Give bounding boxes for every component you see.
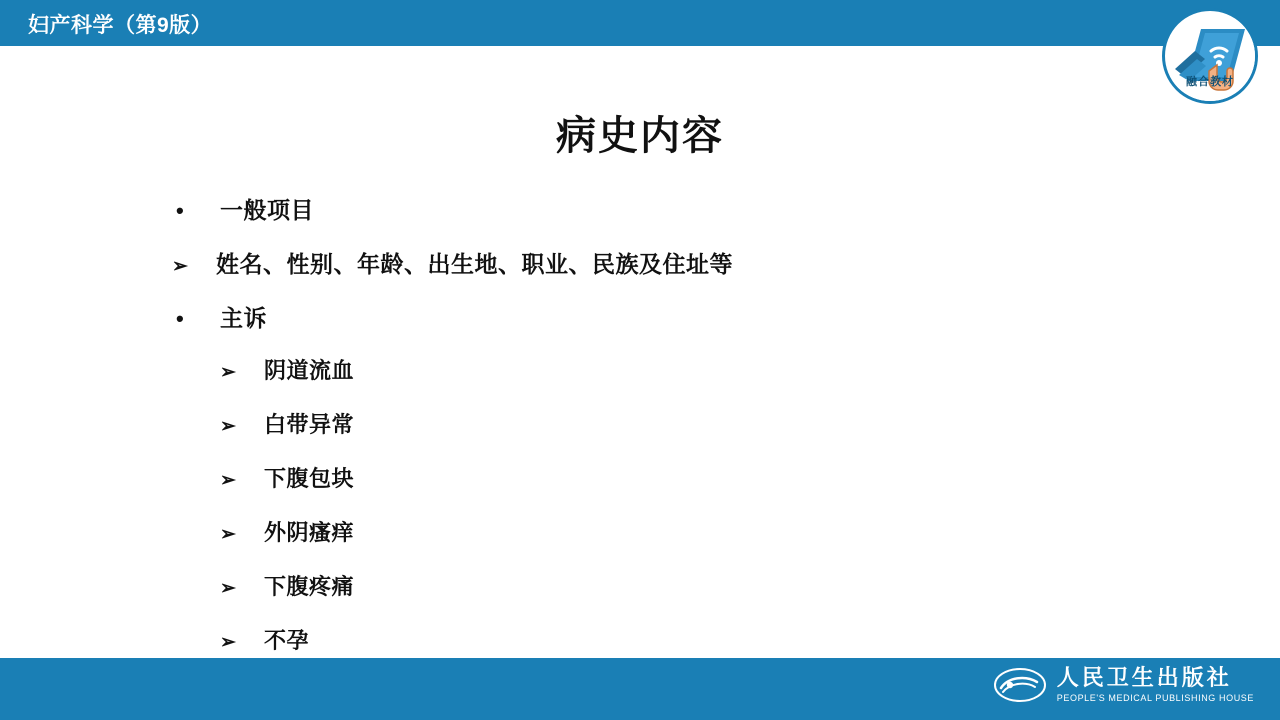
list-item <box>170 462 1110 510</box>
list-item <box>170 192 1110 240</box>
list-item-label: 不孕 <box>264 628 310 653</box>
list-item <box>170 516 1110 564</box>
list-item-label: 外阴瘙痒 <box>264 520 355 545</box>
bullet-arrow-icon: ➢ <box>220 416 236 437</box>
book-title: 妇产科学（第9版） <box>28 14 213 37</box>
publisher-name-cn: 人民卫生出版社 <box>1056 665 1232 691</box>
bullet-arrow-icon: ➢ <box>220 470 236 491</box>
publisher-name-en: PEOPLE'S MEDICAL PUBLISHING HOUSE <box>1056 692 1254 703</box>
publisher-names <box>1057 666 1254 703</box>
slide-header-bar <box>0 0 1280 46</box>
bullet-arrow-icon: ➢ <box>220 362 236 383</box>
list-item <box>170 408 1110 456</box>
integrated-textbook-badge <box>1162 8 1258 104</box>
slide-footer-bar <box>0 658 1280 720</box>
publisher-logo-group <box>993 666 1254 704</box>
bullet-arrow-icon: ➢ <box>220 632 236 653</box>
content-list <box>170 192 1110 678</box>
list-item-label: 阴道流血 <box>264 358 355 383</box>
list-item <box>170 570 1110 618</box>
bullet-arrow-icon: ➢ <box>220 578 236 599</box>
bullet-arrow-icon: ➢ <box>220 524 236 545</box>
list-item-label: 下腹疼痛 <box>264 574 355 599</box>
list-item-label: 主诉 <box>220 305 267 331</box>
list-item-label: 姓名、性别、年龄、出生地、职业、民族及住址等 <box>216 251 733 277</box>
bullet-dot-icon: • <box>176 306 184 331</box>
list-item <box>170 354 1110 402</box>
list-item-label: 下腹包块 <box>264 466 355 491</box>
bullet-arrow-icon: ➢ <box>172 256 188 277</box>
slide-title: 病史内容 <box>556 114 724 158</box>
list-item-label: 一般项目 <box>220 197 314 223</box>
list-item <box>170 246 1110 294</box>
list-item-label: 白带异常 <box>264 412 355 437</box>
list-item <box>170 300 1110 348</box>
badge-label: 融合教材 <box>1186 76 1234 88</box>
bullet-dot-icon: • <box>176 198 184 223</box>
pmph-logo-icon <box>993 666 1047 704</box>
